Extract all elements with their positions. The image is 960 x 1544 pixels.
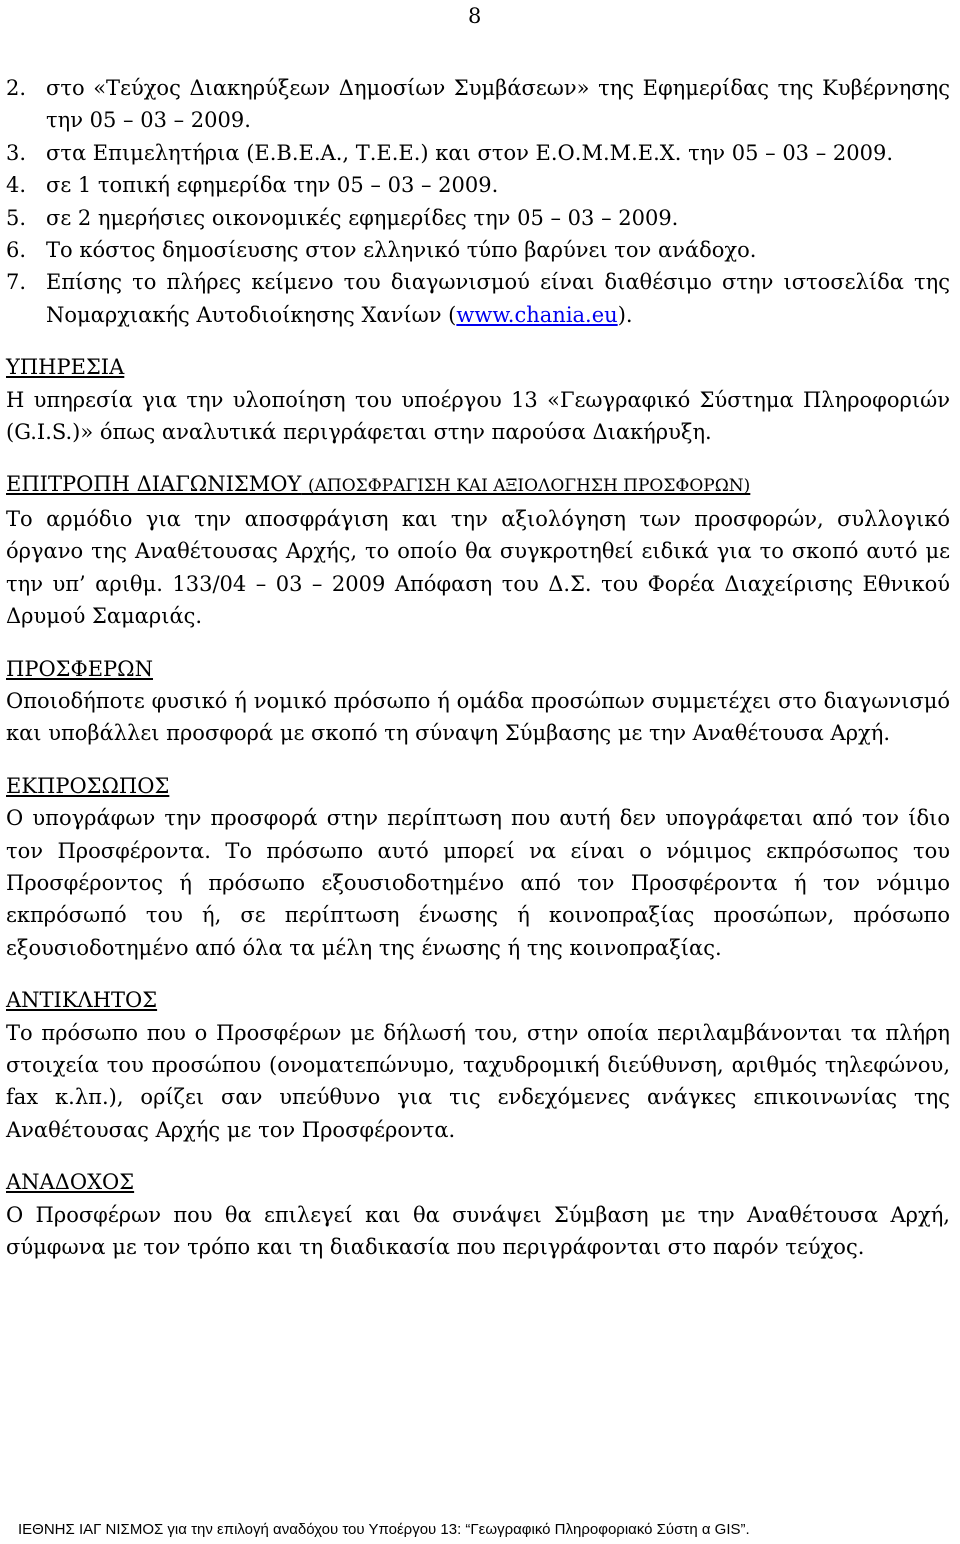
list-item xyxy=(6,202,950,234)
section-body: Η υπηρεσία για την υλοποίηση του υποέργου 13 «Γεωγραφικό Σύστημα Πληροφοριών (G.I.S.)» όπως αναλυτικά περιγράφεται στην παρούσα Διακήρυξη. xyxy=(6,387,950,445)
list-item-text xyxy=(46,266,950,331)
page-number: 8 xyxy=(468,4,482,28)
document-body xyxy=(6,72,950,1263)
list-item xyxy=(6,234,950,266)
list-item-text-after: ). xyxy=(617,302,633,327)
list-item-number: 4. xyxy=(6,173,27,198)
section-bidder xyxy=(6,653,950,750)
section-title-text: ΕΠΙΤΡΟΠΗ ΔΙΑΓΩΝΙΣΜΟΥ xyxy=(6,472,302,497)
section-body: Ο Προσφέρων που θα επιλεγεί και θα συνάψει Σύμβαση με την Αναθέτουσα Αρχή, σύμφωνα με τον τρόπο και τη διαδικασία που περιγράφονται στο παρόν τεύχος. xyxy=(6,1202,950,1259)
section-body: Οποιοδήποτε φυσικό ή νομικό πρόσωπο ή ομάδα προσώπων συμμετέχει στο διαγωνισμό και υποβάλλει προσφορά με σκοπό τη σύναψη Σύμβασης με την Αναθέτουσα Αρχή. xyxy=(6,688,950,746)
section-title xyxy=(6,468,950,502)
section-contractor xyxy=(6,1166,950,1263)
list-item-number: 5. xyxy=(6,205,27,230)
list-item xyxy=(6,137,950,169)
list-item xyxy=(6,266,950,331)
list-item-text: σε 2 ημερήσιες οικονομικές εφημερίδες την 05 – 03 – 2009. xyxy=(46,205,679,230)
section-title: ΕΚΠΡΟΣΩΠΟΣ xyxy=(6,773,170,798)
section-title: ΥΠΗΡΕΣΙΑ xyxy=(6,355,125,380)
section-subtitle: (ΑΠΟΣΦΡΑΓΙΣΗ ΚΑΙ ΑΞΙΟΛΟΓΗΣΗ ΠΡΟΣΦΟΡΩΝ) xyxy=(308,476,751,497)
list-item-text: Το κόστος δημοσίευσης στον ελληνικό τύπο βαρύνει τον ανάδοχο. xyxy=(46,238,757,263)
list-item-text-before: Επίσης το πλήρες κείμενο του διαγωνισμού είναι διαθέσιμο στην ιστοσελίδα της Νομαρχιακής Αυτοδιοίκησης Χανίων ( xyxy=(46,270,950,327)
section-body: Το πρόσωπο που ο Προσφέρων με δήλωσή του, στην οποία περιλαμβάνονται τα πλήρη στοιχεία του προσώπου (ονοματεπώνυμο, ταχυδρομική διεύθυνση, αριθμός τηλεφώνου, fax κ.λπ.), ορίζει σαν υπεύθυνο για τις ενδεχόμενες ανάγκες επικοινωνίας της Αναθέτουσας Αρχής με τον Προσφέροντα. xyxy=(6,1020,950,1142)
list-item-text: στα Επιμελητήρια (Ε.Β.Ε.Α., Τ.Ε.Ε.) και στον Ε.Ο.Μ.Μ.Ε.Χ. την 05 – 03 – 2009. xyxy=(46,140,894,165)
list-item xyxy=(6,72,950,137)
section-title: ΠΡΟΣΦΕΡΩΝ xyxy=(6,656,153,681)
list-item-number: 6. xyxy=(6,238,27,263)
list-item-number: 7. xyxy=(6,270,27,295)
section-service xyxy=(6,351,950,448)
list-item-number: 3. xyxy=(6,140,27,165)
section-agent xyxy=(6,984,950,1146)
section-representative xyxy=(6,770,950,964)
publication-list xyxy=(6,72,950,331)
list-item-text: στο «Τεύχος Διακηρύξεων Δημοσίων Συμβάσεων» της Εφημερίδας της Κυβέρνησης την 05 – 03 – 2009. xyxy=(46,76,950,133)
section-title: ΑΝΤΙΚΛΗΤΟΣ xyxy=(6,988,158,1013)
section-body: Ο υπογράφων την προσφορά στην περίπτωση που αυτή δεν υπογράφεται από τον ίδιο τον Προσφέροντα. Το πρόσωπο αυτό μπορεί να είναι ο νόμιμος εκπρόσωπος του Προσφέροντος ή πρόσωπο εξουσιοδοτημένο από τον Προσφέροντα ή τον νόμιμο εκπρόσωπό του ή, σε περίπτωση ένωσης ή κοινοπραξίας προσώπων, πρόσωπο εξουσιοδοτημένο από όλα τα μέλη της ένωσης ή της κοινοπραξίας. xyxy=(6,806,950,960)
section-body: Το αρμόδιο για την αποσφράγιση και την αξιολόγηση των προσφορών, συλλογικό όργανο της Αναθέτουσας Αρχής, το οποίο θα συγκροτηθεί ειδικά για το σκοπό αυτό με την υπ’ αριθμ. 133/04 – 03 – 2009 Απόφαση του Δ.Σ. του Φορέα Διαχείρισης Εθνικού Δρυμού Σαμαριάς. xyxy=(6,506,950,629)
list-item xyxy=(6,169,950,201)
list-item-number: 2. xyxy=(6,76,27,100)
list-item-text: σε 1 τοπική εφημερίδα την 05 – 03 – 2009. xyxy=(46,173,499,198)
section-committee xyxy=(6,468,950,632)
website-link[interactable]: www.chania.eu xyxy=(456,302,618,327)
section-title: ΑΝΑΔΟΧΟΣ xyxy=(6,1170,135,1195)
page-footer: ΙΕΘΝΗΣ ΙΑΓ ΝΙΣΜΟΣ για την επιλογή αναδόχου του Υποέργου 13: “Γεωγραφικό Πληροφοριακό Σύστη α GIS”. xyxy=(18,1521,750,1538)
